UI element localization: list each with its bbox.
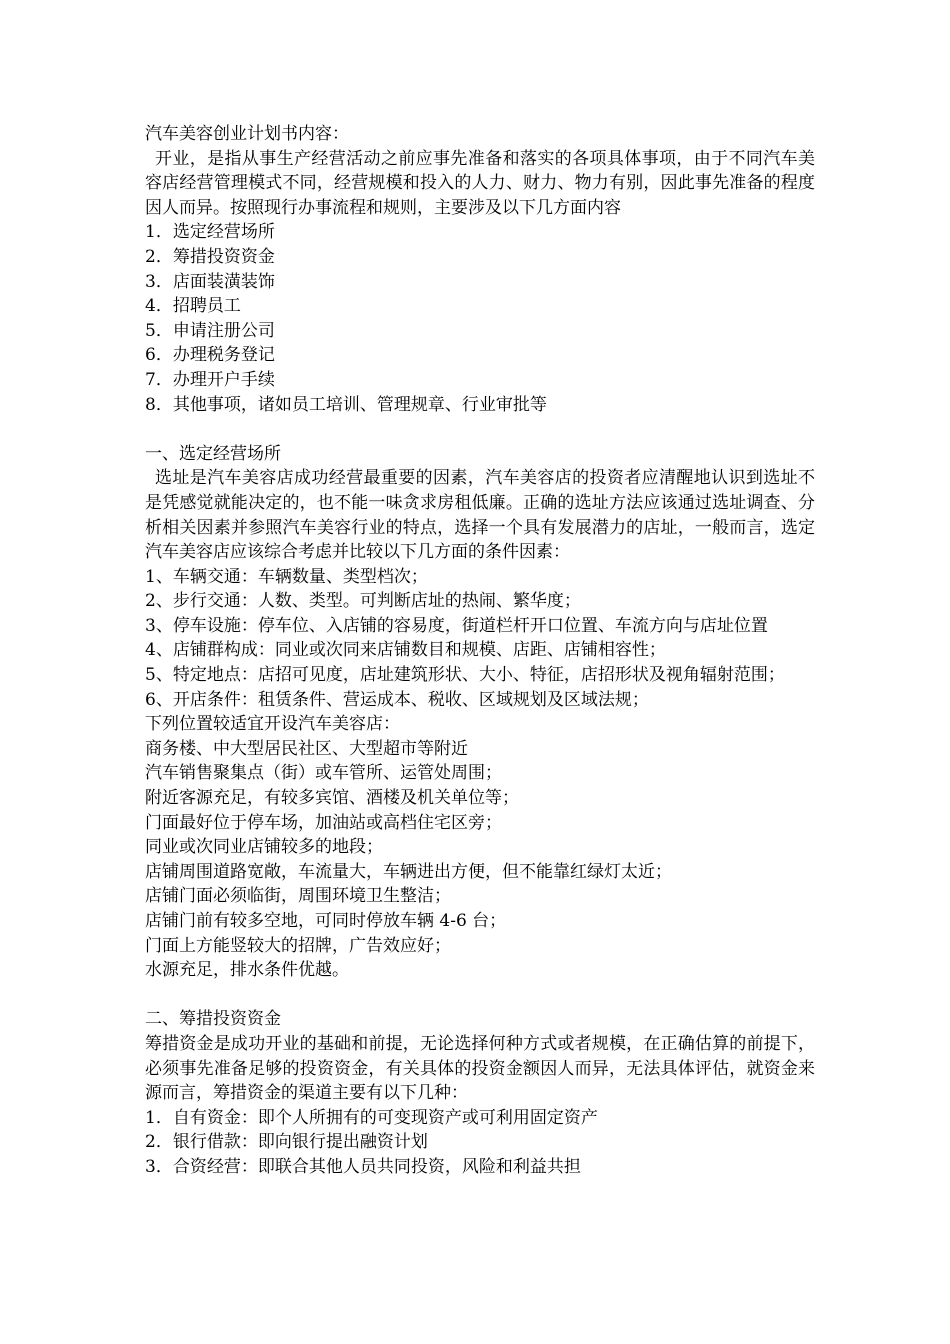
list-item: 2．筹措投资资金 — [145, 246, 275, 267]
list-item: 4、店铺群构成：同业或次同来店铺数目和规模、店距、店铺相容性； — [145, 640, 666, 661]
section2-list — [145, 1106, 815, 1180]
list-item: 水源充足，排水条件优越。 — [145, 960, 349, 981]
list-item: 1．自有资金：即个人所拥有的可变现资产或可利用固定资产 — [145, 1107, 598, 1128]
section2-heading: 二、筹措投资资金 — [145, 1009, 281, 1030]
document-page — [145, 122, 815, 1180]
list-item: 门面最好位于停车场，加油站或高档住宅区旁； — [145, 812, 502, 833]
spacer — [145, 417, 815, 442]
list-item: 店铺周围道路宽敞，车流量大，车辆进出方便，但不能靠红绿灯太近； — [145, 861, 672, 882]
section1-factor-list — [145, 565, 815, 713]
list-item: 3．店面装潢装饰 — [145, 271, 275, 292]
list-item: 2、步行交通：人数、类型。可判断店址的热闹、繁华度； — [145, 591, 581, 612]
list-item: 6．办理税务登记 — [145, 345, 275, 366]
intro-list — [145, 220, 815, 417]
list-item: 同业或次同业店铺较多的地段； — [145, 837, 383, 858]
list-item: 1．选定经营场所 — [145, 222, 275, 243]
document-title: 汽车美容创业计划书内容： — [145, 124, 349, 144]
section1-paragraph: 选址是汽车美容店成功经营最重要的因素，汽车美容店的投资者应清醒地认识到选址不是凭感觉就能决定的，也不能一味贪求房租低廉。正确的选址方法应该通过选址调查、分析相关因素并参照汽车美容行业的特点，选择一个具有发展潜力的店址，一般而言，选定汽车美容店应该综合考虑并比较以下几方面的条件因素： — [145, 468, 815, 563]
list-item: 6、开店条件：租赁条件、营运成本、税收、区域规划及区域法规； — [145, 689, 649, 710]
list-item: 1、车辆交通：车辆数量、类型档次； — [145, 566, 428, 587]
section1-heading: 一、选定经营场所 — [145, 443, 281, 464]
list-item: 7．办理开户手续 — [145, 369, 275, 390]
list-item: 4．招聘员工 — [145, 296, 241, 317]
list-item: 商务楼、中大型居民社区、大型超市等附近 — [145, 738, 468, 759]
list-item: 汽车销售聚集点（街）或车管所、运管处周围； — [145, 763, 502, 784]
list-item: 3、停车设施：停车位、入店铺的容易度，街道栏杆开口位置、车流方向与店址位置 — [145, 615, 768, 636]
list-item: 5．申请注册公司 — [145, 320, 275, 341]
list-item: 3．合资经营：即联合其他人员共同投资，风险和利益共担 — [145, 1156, 581, 1177]
intro-paragraph: 开业，是指从事生产经营活动之前应事先准备和落实的各项具体事项，由于不同汽车美容店经营管理模式不同，经营规模和投入的人力、财力、物力有别，因此事先准备的程度因人而异。按照现行办事流程和规则，主要涉及以下几方面内容 — [145, 148, 815, 218]
list-item: 附近客源充足，有较多宾馆、酒楼及机关单位等； — [145, 788, 519, 809]
list-item: 店铺门前有较多空地，可同时停放车辆 4-6 台； — [145, 911, 507, 931]
list-item: 2．银行借款：即向银行提出融资计划 — [145, 1132, 428, 1153]
list-item: 店铺门面必须临街，周围环境卫生整洁； — [145, 886, 451, 907]
section2-paragraph: 筹措资金是成功开业的基础和前提，无论选择何种方式或者规模，在正确估算的前提下，必须事先准备足够的投资资金，有关具体的投资金额因人而异，无法具体评估，就资金来源而言，筹措资金的渠道主要有以下几种： — [145, 1033, 815, 1104]
list-item: 门面上方能竖较大的招牌，广告效应好； — [145, 935, 451, 956]
spacer — [145, 983, 815, 1008]
section1-location-list — [145, 737, 815, 983]
list-item: 5、特定地点：店招可见度，店址建筑形状、大小、特征，店招形状及视角辐射范围； — [145, 665, 785, 686]
section1-locations-intro: 下列位置较适宜开设汽车美容店： — [145, 714, 400, 735]
list-item: 8．其他事项，诸如员工培训、管理规章、行业审批等 — [145, 394, 547, 415]
